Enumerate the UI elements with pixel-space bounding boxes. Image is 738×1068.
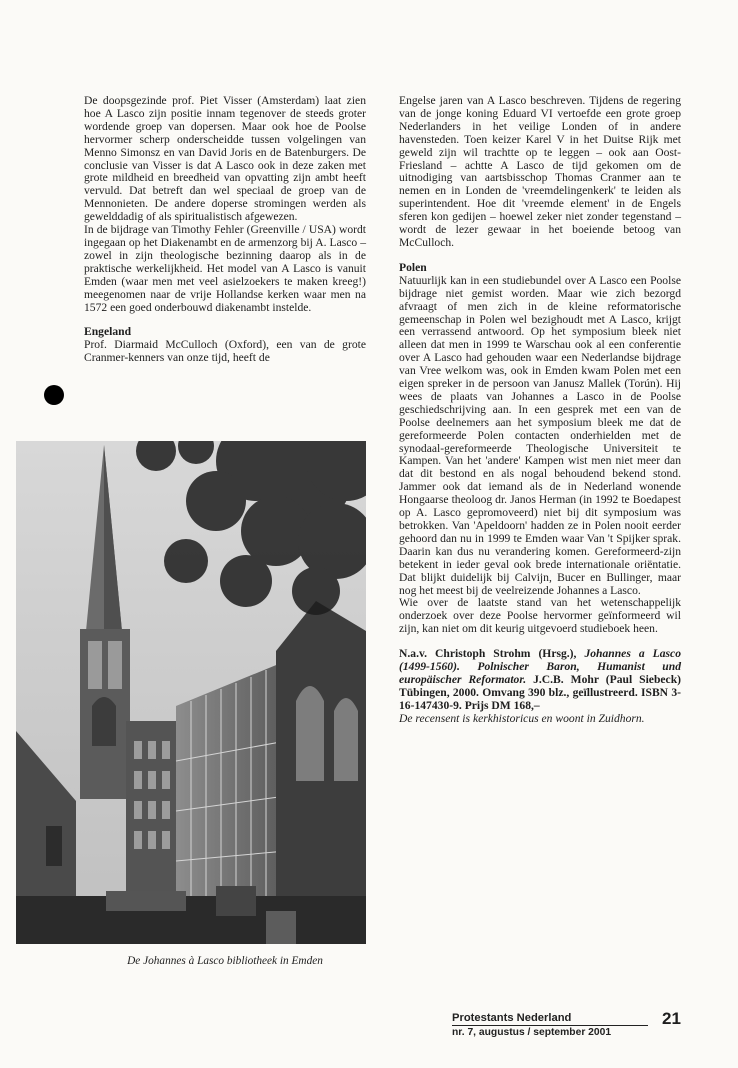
book-details: J.C.B. Mohr (Paul Siebeck) Tübingen, 2000. Omvang 390 blz., geïllustreerd. ISBN 3-16-147430-9. Prijs DM 168,– (399, 672, 681, 712)
left-column (84, 95, 366, 365)
page-number: 21 (662, 1009, 681, 1028)
paragraph: De doopsgezinde prof. Piet Visser (Amsterdam) laat zien hoe A Lasco zijn positie innam tegenover de steeds groter wordende groep van dopersen. Maar ook hoe de Poolse hervormer scherp onderscheidde tussen volgelingen van Menno Simonsz en van David Joris en de Batenburgers. De conclusie van Visser is dat A Lasco ook in deze zaken met grote mildheid en breedheid van opvatting zijn ambt heeft vervuld. Dat betreft dan wel speciaal de groep van de Mennonieten. De andere doperse stromingen werden als gewelddadig of als spiritualistisch afgewezen. (84, 94, 366, 224)
section-heading: Engeland (84, 325, 132, 339)
paragraph: Wie over de laatste stand van het wetenschappelijk onderzoek over deze Poolse hervormer geïnformeerd wil zijn, kan niet om dit keurig uitgevoerd studieboek heen. (399, 596, 681, 636)
reviewer-note: De recensent is kerkhistoricus en woont in Zuidhorn. (399, 711, 645, 725)
book-reference (399, 648, 681, 713)
issue-info: nr. 7, augustus / september 2001 (452, 1027, 612, 1038)
right-column (399, 95, 681, 726)
library-photo (16, 441, 366, 944)
paragraph: Engelse jaren van A Lasco beschreven. Tijdens de regering van de jonge koning Eduard VI vertoefde een grote groep Nederlanders in het veilige Londen of in andere havensteden. Toen keizer Karel V in het Duitse Rijk met geweld zijn wil trachtte op te leggen – ook aan Oost-Friesland – achtte A Lasco de tijd gekomen om de uitnodiging van aartsbisschop Thomas Cranmer aan te nemen en in Londen de 'vreemdelingenkerk' te leiden als superintendent. Hoe dit 'vreemde element' in de Engels sferen kon gedijen – hoewel zeker niet zonder tegenstand – wordt de lezer gewaar in het boeiende betoog van McCulloch. (399, 94, 681, 249)
paragraph: Natuurlijk kan in een studiebundel over A Lasco een Poolse bijdrage niet gemist worden. Maar wie zich bezorgd afvraagt of men zich in de kleine reformatorische gemeenschap in Polen wel bezighoudt met A Lasco, krijgt een verrassend antwoord. Op het symposium bleek niet alleen dat men in 1999 te Warschau ook al een conferentie over A Lasco had gehouden waar een Nederlandse bijdrage van Vree welkom was, ook in Emden kwam Polen met een eigen spreker in de persoon van Janusz Mallek (Torún). Hij wees de plaats van Johannes a Lasco in de Poolse geschiedschrijving aan. In een gesprek met een van de Poolse deelnemers aan het symposium bleek me dat de gereformeerde Polen contacten onderhielden met de synodaal-gereformeerde Theologische Universiteit te Kampen. Van het 'andere' Kampen wist men niet meer dan dat dit bestond en als nogal behoudend bekend stond. Jammer ook dat iemand als de in Nederland wonende Hongaarse theoloog dr. Janos Herman (in 1992 te Boedapest op A. Lasco gepromoveerd) niet bij dit symposium was betrokken. Van 'Apeldoorn' hadden ze in Polen nooit eerder gehoord dan nu in 1999 te Emden waar Van 't Spijker sprak. Daarin kan dus nu verandering komen. Gereformeerd-zijn betekent in ieder geval ook brede internationale oriëntatie. Dat blijkt duidelijk bij Calvijn, Bucer en Bullinger, maar nog het meest bij de veelreizende Johannes a Lasco. (399, 273, 681, 597)
publication-footer (452, 1012, 648, 1038)
section-heading: Polen (399, 260, 427, 274)
paragraph: Prof. Diarmaid McCulloch (Oxford), een van de grote Cranmer-kenners van onze tijd, heeft de (84, 338, 366, 365)
photo-caption: De Johannes à Lasco bibliotheek in Emden (127, 955, 323, 967)
book-prefix: N.a.v. Christoph Strohm (Hrsg.), (399, 647, 585, 661)
publication-name: Protestants Nederland (452, 1012, 648, 1026)
church-library-image (16, 441, 366, 944)
paragraph: In de bijdrage van Timothy Fehler (Greenville / USA) wordt ingegaan op het Diakenambt en de armenzorg bij A. Lasco – zowel in zijn theologische bezinning daarop als in de praktische werkelijkheid. Het model van A Lasco is vanuit Emden (waar men met veel asielzoekers te maken kreeg!) meegenomen naar de vrije Hollandse kerken waar men na 1572 een goed onderbouwd diakenambt instelde. (84, 223, 366, 314)
book-title: Johannes a Lasco (1499-1560). Polnischer Baron, Humanist und europäischer Reformator. (399, 647, 681, 686)
binder-hole (44, 385, 64, 405)
